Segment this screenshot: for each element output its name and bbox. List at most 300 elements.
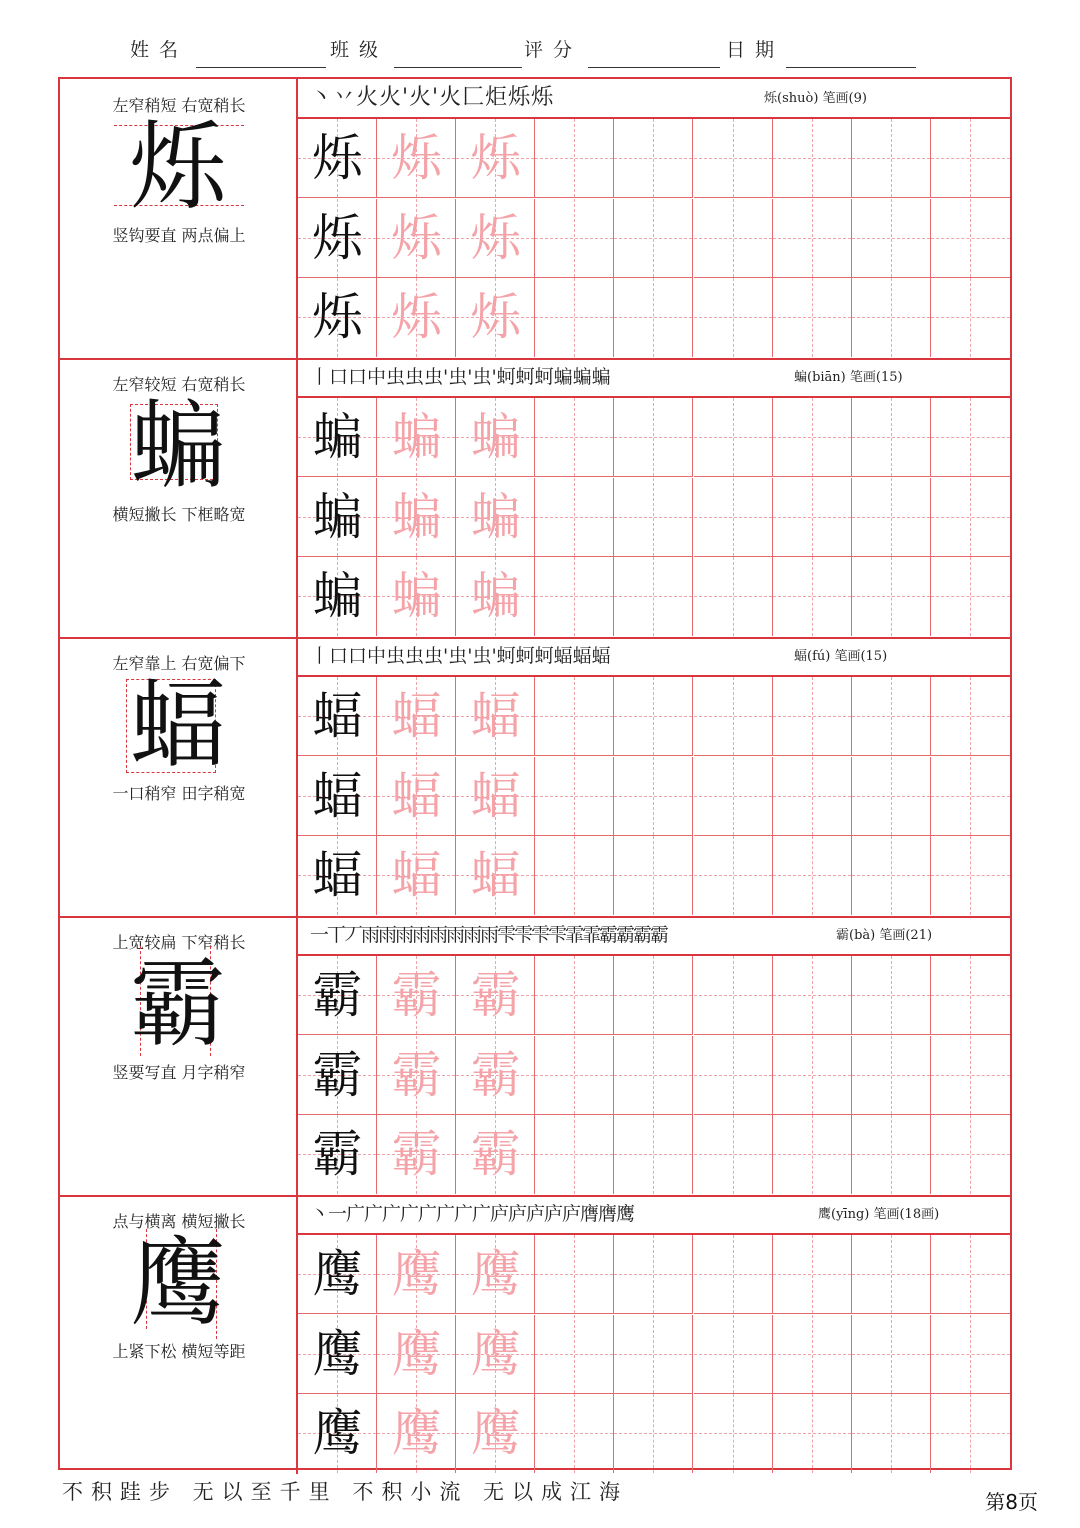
- practice-cell[interactable]: [535, 1315, 614, 1394]
- tip-bottom: 一口稍窄 田字稍宽: [112, 784, 246, 803]
- cell-guide-vertical: [733, 1036, 734, 1114]
- cell-guide-vertical: [733, 956, 734, 1034]
- cell-guide-vertical: [574, 1235, 575, 1313]
- practice-cell[interactable]: [694, 1115, 773, 1194]
- practice-cell[interactable]: [456, 1315, 535, 1394]
- cell-guide-vertical: [733, 1115, 734, 1194]
- cell-guide-vertical: [733, 757, 734, 835]
- practice-cell[interactable]: [535, 836, 614, 915]
- practice-cell[interactable]: [694, 1036, 773, 1115]
- cell-guide-vertical: [653, 278, 654, 357]
- practice-cell[interactable]: [535, 119, 614, 198]
- practice-cell[interactable]: [614, 757, 693, 836]
- trace-character: 霸: [391, 1125, 442, 1184]
- practice-cell[interactable]: [931, 757, 1010, 836]
- cell-guide-vertical: [733, 557, 734, 636]
- practice-cell[interactable]: [773, 119, 852, 198]
- cell-guide-vertical: [733, 199, 734, 277]
- trace-character: 烁: [391, 288, 442, 347]
- practice-cell[interactable]: [298, 398, 377, 477]
- practice-cell[interactable]: [773, 398, 852, 477]
- practice-cell[interactable]: [852, 478, 931, 557]
- practice-cell[interactable]: [377, 478, 456, 557]
- practice-cell[interactable]: [614, 1235, 693, 1314]
- char-section-5: [60, 1195, 1010, 1474]
- practice-cell[interactable]: [614, 478, 693, 557]
- practice-cell[interactable]: [456, 278, 535, 357]
- practice-cell[interactable]: [456, 1235, 535, 1314]
- cell-guide-vertical: [574, 836, 575, 915]
- trace-character: 霸: [470, 1045, 521, 1104]
- practice-cell[interactable]: [614, 956, 693, 1035]
- practice-cell[interactable]: [773, 1115, 852, 1194]
- cell-guide-vertical: [574, 1036, 575, 1114]
- practice-cell[interactable]: [456, 956, 535, 1035]
- cell-guide-vertical: [653, 836, 654, 915]
- cell-guide-vertical: [891, 1235, 892, 1313]
- example-character: 蝠: [312, 687, 363, 745]
- practice-cell[interactable]: [852, 278, 931, 357]
- practice-cell[interactable]: [614, 278, 693, 357]
- practice-cell[interactable]: [852, 1115, 931, 1194]
- cell-guide-vertical: [574, 199, 575, 277]
- practice-cell[interactable]: [456, 1115, 535, 1194]
- practice-cell[interactable]: [377, 1394, 456, 1473]
- practice-cell[interactable]: [773, 677, 852, 756]
- practice-cell[interactable]: [694, 677, 773, 756]
- tip-top: 点与横离 横短撇长: [112, 1212, 246, 1231]
- practice-cell[interactable]: [614, 1115, 693, 1194]
- cell-guide-vertical: [891, 199, 892, 277]
- practice-cell[interactable]: [694, 836, 773, 915]
- cell-guide-vertical: [812, 836, 813, 915]
- tip-top: 左窄较短 右宽稍长: [112, 375, 246, 394]
- example-character: 蝙: [312, 567, 363, 626]
- cell-guide-vertical: [733, 119, 734, 197]
- practice-cell[interactable]: [298, 557, 377, 636]
- class-line: [394, 67, 522, 68]
- practice-cell[interactable]: [694, 478, 773, 557]
- practice-cell[interactable]: [298, 677, 377, 756]
- practice-cell[interactable]: [852, 1235, 931, 1314]
- practice-cell[interactable]: [773, 1394, 852, 1473]
- example-character: 鹰: [312, 1404, 363, 1463]
- tip-bottom: 上紧下松 横短等距: [112, 1342, 246, 1361]
- example-character: 烁: [312, 288, 363, 347]
- cell-guide-vertical: [733, 1235, 734, 1313]
- practice-cell[interactable]: [852, 398, 931, 477]
- cell-guide-vertical: [812, 557, 813, 636]
- practice-cell[interactable]: [456, 119, 535, 198]
- practice-cell[interactable]: [377, 1315, 456, 1394]
- cell-guide-vertical: [891, 478, 892, 556]
- trace-character: 烁: [391, 129, 442, 187]
- cell-guide-vertical: [970, 956, 971, 1034]
- practice-cell[interactable]: [377, 956, 456, 1035]
- practice-row: [298, 557, 1010, 637]
- practice-cell[interactable]: [931, 836, 1010, 915]
- practice-panel: [298, 79, 1010, 358]
- cell-guide-vertical: [891, 1036, 892, 1114]
- model-character: 蝙: [130, 390, 226, 502]
- practice-cell[interactable]: [931, 1394, 1010, 1473]
- stroke-sequence: 丶丷火火'火'火匚炬烁烁: [310, 85, 555, 110]
- cell-guide-vertical: [970, 398, 971, 476]
- practice-cell[interactable]: [773, 199, 852, 278]
- model-character: 霸: [130, 948, 226, 1060]
- practice-cell[interactable]: [694, 956, 773, 1035]
- cell-guide-vertical: [733, 478, 734, 556]
- char-model-panel: [60, 637, 298, 916]
- practice-cell[interactable]: [614, 119, 693, 198]
- cell-guide-vertical: [812, 478, 813, 556]
- cell-guide-vertical: [970, 478, 971, 556]
- char-model-panel: [60, 79, 298, 358]
- cell-guide-vertical: [891, 836, 892, 915]
- practice-cell[interactable]: [931, 199, 1010, 278]
- trace-character: 蝙: [391, 487, 442, 546]
- practice-cell[interactable]: [773, 278, 852, 357]
- char-model-panel: [60, 358, 298, 637]
- stroke-order-bar: [298, 1195, 1010, 1235]
- cell-guide-vertical: [812, 677, 813, 755]
- practice-cell[interactable]: [852, 757, 931, 836]
- trace-character: 蝠: [391, 687, 442, 745]
- cell-guide-vertical: [653, 956, 654, 1034]
- practice-row: [298, 199, 1010, 279]
- practice-cell[interactable]: [377, 119, 456, 198]
- practice-cell[interactable]: [298, 1394, 377, 1473]
- practice-cell[interactable]: [773, 1315, 852, 1394]
- practice-cell[interactable]: [377, 1036, 456, 1115]
- practice-cell[interactable]: [694, 1315, 773, 1394]
- cell-guide-vertical: [891, 119, 892, 197]
- practice-cell[interactable]: [298, 278, 377, 357]
- example-character: 霸: [312, 1125, 363, 1184]
- cell-guide-vertical: [574, 677, 575, 755]
- practice-row: [298, 836, 1010, 916]
- trace-character: 鹰: [391, 1324, 442, 1383]
- practice-cell[interactable]: [535, 1115, 614, 1194]
- cell-guide-vertical: [653, 478, 654, 556]
- practice-cell[interactable]: [298, 836, 377, 915]
- tip-top: 左窄稍短 右宽稍长: [112, 96, 246, 115]
- pinyin-stroke-count: 蝠(fú) 笔画(15): [794, 649, 888, 664]
- practice-cell[interactable]: [852, 119, 931, 198]
- practice-cell[interactable]: [773, 1235, 852, 1314]
- practice-cell[interactable]: [456, 836, 535, 915]
- practice-cell[interactable]: [535, 1036, 614, 1115]
- practice-cell[interactable]: [931, 557, 1010, 636]
- practice-cell[interactable]: [456, 478, 535, 557]
- cell-guide-vertical: [733, 398, 734, 476]
- practice-cell[interactable]: [535, 199, 614, 278]
- practice-cell[interactable]: [931, 1315, 1010, 1394]
- practice-cell[interactable]: [535, 956, 614, 1035]
- cell-guide-vertical: [574, 119, 575, 197]
- practice-cell[interactable]: [931, 1036, 1010, 1115]
- score-line: [588, 67, 720, 68]
- example-character: 蝙: [312, 408, 363, 466]
- cell-guide-vertical: [970, 677, 971, 755]
- trace-character: 霸: [470, 966, 521, 1024]
- cell-guide-vertical: [970, 836, 971, 915]
- practice-cell[interactable]: [377, 677, 456, 756]
- practice-cell[interactable]: [614, 836, 693, 915]
- practice-cell[interactable]: [931, 478, 1010, 557]
- practice-cell[interactable]: [377, 278, 456, 357]
- practice-cell[interactable]: [852, 677, 931, 756]
- practice-cell[interactable]: [535, 398, 614, 477]
- practice-cell[interactable]: [931, 956, 1010, 1035]
- practice-cell[interactable]: [535, 557, 614, 636]
- practice-cell[interactable]: [852, 836, 931, 915]
- practice-row: [298, 757, 1010, 837]
- practice-cell[interactable]: [377, 398, 456, 477]
- trace-character: 烁: [470, 129, 521, 187]
- practice-cell[interactable]: [614, 1394, 693, 1473]
- example-character: 蝠: [312, 846, 363, 905]
- class-field[interactable]: [330, 38, 522, 68]
- practice-row: [298, 398, 1010, 478]
- practice-cell[interactable]: [535, 278, 614, 357]
- trace-character: 霸: [470, 1125, 521, 1184]
- stroke-order-bar: [298, 358, 1010, 398]
- practice-cell[interactable]: [773, 557, 852, 636]
- practice-cell[interactable]: [456, 1036, 535, 1115]
- cell-guide-vertical: [653, 1235, 654, 1313]
- practice-cell[interactable]: [852, 956, 931, 1035]
- date-line: [786, 67, 916, 68]
- practice-cell[interactable]: [298, 1115, 377, 1194]
- tip-bottom: 竖钩要直 两点偏上: [112, 226, 246, 245]
- cell-guide-vertical: [970, 1115, 971, 1194]
- cell-guide-vertical: [733, 677, 734, 755]
- cell-guide-vertical: [653, 557, 654, 636]
- practice-cell[interactable]: [535, 478, 614, 557]
- practice-cell[interactable]: [773, 956, 852, 1035]
- trace-character: 蝙: [391, 408, 442, 466]
- cell-guide-vertical: [653, 1315, 654, 1393]
- practice-row: [298, 1115, 1010, 1195]
- char-section-4: [60, 916, 1010, 1195]
- practice-cell[interactable]: [298, 1036, 377, 1115]
- cell-guide-vertical: [970, 1235, 971, 1313]
- practice-cell[interactable]: [931, 278, 1010, 357]
- cell-guide-vertical: [891, 1394, 892, 1473]
- practice-cell[interactable]: [614, 557, 693, 636]
- practice-cell[interactable]: [614, 1036, 693, 1115]
- practice-cell[interactable]: [852, 1036, 931, 1115]
- practice-cell[interactable]: [298, 1235, 377, 1314]
- practice-row: [298, 478, 1010, 558]
- trace-character: 蝠: [391, 846, 442, 905]
- cell-guide-vertical: [812, 1036, 813, 1114]
- practice-cell[interactable]: [456, 757, 535, 836]
- practice-cell[interactable]: [456, 557, 535, 636]
- practice-cell[interactable]: [377, 1235, 456, 1314]
- cell-guide-vertical: [970, 1315, 971, 1393]
- practice-cell[interactable]: [614, 398, 693, 477]
- trace-character: 蝠: [391, 766, 442, 825]
- practice-cell[interactable]: [535, 1394, 614, 1473]
- practice-panel: [298, 637, 1010, 916]
- trace-character: 烁: [470, 288, 521, 347]
- cell-guide-vertical: [733, 836, 734, 915]
- cell-guide-vertical: [653, 398, 654, 476]
- practice-cell[interactable]: [456, 1394, 535, 1473]
- model-character: 蝠: [130, 669, 226, 781]
- trace-character: 蝙: [470, 408, 521, 466]
- tip-top: 上宽较扁 下窄稍长: [112, 933, 246, 952]
- practice-cell[interactable]: [852, 199, 931, 278]
- stroke-order-bar: [298, 637, 1010, 677]
- practice-cell[interactable]: [694, 1235, 773, 1314]
- score-field[interactable]: [524, 38, 720, 68]
- char-section-2: [60, 358, 1010, 637]
- cell-guide-vertical: [812, 1235, 813, 1313]
- cell-guide-vertical: [812, 1115, 813, 1194]
- cell-guide-vertical: [653, 757, 654, 835]
- practice-cell[interactable]: [298, 757, 377, 836]
- practice-cell[interactable]: [773, 757, 852, 836]
- practice-cell[interactable]: [694, 119, 773, 198]
- practice-cell[interactable]: [535, 1235, 614, 1314]
- practice-cell[interactable]: [773, 1036, 852, 1115]
- practice-cell[interactable]: [931, 1235, 1010, 1314]
- practice-cell[interactable]: [694, 557, 773, 636]
- practice-cell[interactable]: [694, 199, 773, 278]
- stroke-order-bar: [298, 79, 1010, 119]
- tip-bottom: 横短撇长 下框略宽: [112, 505, 246, 524]
- practice-row: [298, 1036, 1010, 1116]
- cell-guide-vertical: [653, 119, 654, 197]
- practice-cell[interactable]: [377, 199, 456, 278]
- cell-guide-vertical: [970, 557, 971, 636]
- practice-cell[interactable]: [377, 557, 456, 636]
- footer-motto: 不积跬步 无以至千里 不积小流 无以成江海: [62, 1480, 629, 1504]
- example-character: 烁: [312, 208, 363, 267]
- practice-cell[interactable]: [773, 478, 852, 557]
- trace-character: 烁: [391, 208, 442, 267]
- trace-character: 鹰: [391, 1404, 442, 1463]
- practice-cell[interactable]: [694, 278, 773, 357]
- cell-guide-vertical: [812, 278, 813, 357]
- char-section-3: [60, 637, 1010, 916]
- practice-cell[interactable]: [456, 398, 535, 477]
- practice-cell[interactable]: [298, 956, 377, 1035]
- practice-cell[interactable]: [931, 1115, 1010, 1194]
- name-field[interactable]: [130, 38, 326, 68]
- practice-row: [298, 119, 1010, 199]
- trace-character: 蝠: [470, 687, 521, 745]
- model-character: 烁: [130, 111, 226, 223]
- cell-guide-vertical: [574, 956, 575, 1034]
- practice-cell[interactable]: [456, 677, 535, 756]
- cell-guide-vertical: [574, 1115, 575, 1194]
- trace-character: 鹰: [470, 1245, 521, 1303]
- practice-cell[interactable]: [614, 199, 693, 278]
- tip-bottom: 竖要写直 月字稍窄: [112, 1063, 246, 1082]
- practice-cell[interactable]: [535, 677, 614, 756]
- practice-cell[interactable]: [377, 1115, 456, 1194]
- cell-guide-vertical: [653, 199, 654, 277]
- char-model-panel: [60, 916, 298, 1195]
- practice-cell[interactable]: [694, 757, 773, 836]
- cell-guide-vertical: [891, 677, 892, 755]
- cell-guide-vertical: [812, 956, 813, 1034]
- practice-cell[interactable]: [614, 677, 693, 756]
- practice-cell[interactable]: [931, 119, 1010, 198]
- practice-row: [298, 278, 1010, 358]
- stroke-order-bar: [298, 916, 1010, 956]
- pinyin-stroke-count: 鹰(yīng) 笔画(18画): [818, 1207, 940, 1222]
- cell-guide-vertical: [891, 956, 892, 1034]
- practice-cell[interactable]: [298, 199, 377, 278]
- tip-top: 左窄靠上 右宽偏下: [112, 654, 246, 673]
- cell-guide-vertical: [733, 1394, 734, 1473]
- practice-cell[interactable]: [377, 757, 456, 836]
- cell-guide-vertical: [574, 757, 575, 835]
- score-label: 评分: [524, 39, 583, 61]
- practice-cell[interactable]: [535, 757, 614, 836]
- cell-guide-vertical: [812, 398, 813, 476]
- practice-cell[interactable]: [852, 1394, 931, 1473]
- practice-panel: [298, 916, 1010, 1195]
- trace-character: 霸: [391, 966, 442, 1024]
- practice-row: [298, 956, 1010, 1036]
- practice-cell[interactable]: [298, 478, 377, 557]
- practice-sheet: [58, 77, 1012, 1470]
- model-character: 鹰: [130, 1227, 226, 1339]
- cell-guide-vertical: [574, 278, 575, 357]
- practice-cell[interactable]: [852, 1315, 931, 1394]
- practice-cell[interactable]: [614, 1315, 693, 1394]
- practice-cell[interactable]: [931, 398, 1010, 477]
- practice-row: [298, 677, 1010, 757]
- practice-cell[interactable]: [298, 119, 377, 198]
- cell-guide-vertical: [970, 1394, 971, 1473]
- practice-cell[interactable]: [456, 199, 535, 278]
- date-field[interactable]: [726, 38, 916, 68]
- practice-cell[interactable]: [694, 398, 773, 477]
- cell-guide-vertical: [891, 278, 892, 357]
- trace-character: 蝠: [470, 766, 521, 825]
- cell-guide-vertical: [812, 199, 813, 277]
- cell-guide-vertical: [970, 1036, 971, 1114]
- stroke-sequence: 一丅丆雨雨雨雨雨雨雨雨雫雫雫雫霏霏霸霸霸霸: [310, 924, 668, 946]
- date-label: 日期: [726, 39, 785, 61]
- cell-guide-vertical: [812, 757, 813, 835]
- practice-cell[interactable]: [773, 836, 852, 915]
- example-character: 霸: [312, 966, 363, 1024]
- stroke-sequence: 丨口口中虫虫虫'虫'虫'蚵蚵蚵蝙蝙蝙: [310, 366, 611, 388]
- cell-guide-vertical: [970, 757, 971, 835]
- cell-guide-vertical: [891, 1115, 892, 1194]
- practice-cell[interactable]: [852, 557, 931, 636]
- char-section-1: [60, 79, 1010, 358]
- example-character: 霸: [312, 1045, 363, 1104]
- practice-cell[interactable]: [694, 1394, 773, 1473]
- page-number: 第8页: [985, 1490, 1038, 1514]
- cell-guide-vertical: [812, 1394, 813, 1473]
- cell-guide-vertical: [891, 1315, 892, 1393]
- cell-guide-vertical: [733, 1315, 734, 1393]
- practice-cell[interactable]: [298, 1315, 377, 1394]
- cell-guide-vertical: [653, 1115, 654, 1194]
- practice-cell[interactable]: [931, 677, 1010, 756]
- practice-cell[interactable]: [377, 836, 456, 915]
